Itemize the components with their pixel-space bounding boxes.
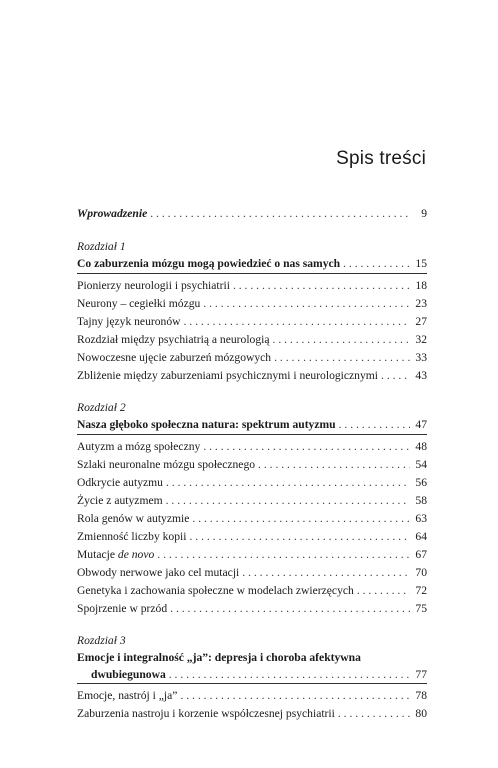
toc-page-number: 33 <box>415 351 427 364</box>
toc-item-text: Szlaki neuronalne mózgu społecznego <box>77 458 256 471</box>
toc-item-text: Tajny język neuronów <box>77 315 181 328</box>
chapter-heading-text-continued: dwubiegunowa <box>91 668 166 681</box>
leader-dots <box>170 600 410 618</box>
toc-item[interactable] <box>77 582 427 600</box>
chapter-items <box>77 438 427 618</box>
toc-page-number: 54 <box>415 458 427 471</box>
toc-item-text: Nowoczesne ujęcie zaburzeń mózgowych <box>77 351 272 364</box>
chapter-items <box>77 687 427 723</box>
leader-dots <box>184 313 411 331</box>
toc-page-number: 77 <box>415 668 427 681</box>
toc-item[interactable] <box>77 510 427 528</box>
leader-dots <box>169 666 410 683</box>
toc-page-number: 58 <box>415 494 427 507</box>
chapter-heading-text: Nasza głęboko społeczna natura: spektrum autyzmu <box>77 418 336 431</box>
toc-item[interactable] <box>77 456 427 474</box>
toc-item-text: Pionierzy neurologii i psychiatrii <box>77 279 230 292</box>
toc-item-text: Zmienność liczby kopii <box>77 530 187 543</box>
toc-item[interactable] <box>77 474 427 492</box>
leader-dots <box>192 510 410 528</box>
toc-item-text: Życie z autyzmem <box>77 494 163 507</box>
toc-page-number: 9 <box>421 207 427 220</box>
toc-item-text: Obwody nerwowe jako cel mutacji <box>77 566 240 579</box>
toc-item[interactable] <box>77 600 427 618</box>
toc-item-text: Odkrycie autyzmu <box>77 476 163 489</box>
leader-dots <box>274 349 410 367</box>
toc-item-text: Rola genów w autyzmie <box>77 512 190 525</box>
toc-page-number: 15 <box>415 257 427 270</box>
toc-item[interactable] <box>77 331 427 349</box>
chapter-heading-text: Co zaburzenia mózgu mogą powiedzieć o nas samych <box>77 257 341 270</box>
leader-dots <box>357 582 410 600</box>
chapter-label: Rozdział 3 <box>77 634 126 647</box>
leader-dots <box>381 367 410 385</box>
toc-entry-intro[interactable] <box>77 205 427 223</box>
toc-item[interactable] <box>77 438 427 456</box>
toc-page-number: 27 <box>415 315 427 328</box>
toc-page-number: 78 <box>415 689 427 702</box>
toc-item-text: Zaburzenia nastroju i korzenie współczesnej psychiatrii <box>77 707 335 720</box>
toc-page-number: 64 <box>415 530 427 543</box>
chapter-heading[interactable] <box>77 416 427 435</box>
leader-dots <box>343 255 410 273</box>
leader-dots <box>166 474 410 492</box>
chapter-items <box>77 277 427 385</box>
chapter-label: Rozdział 2 <box>77 401 126 414</box>
leader-dots <box>180 687 410 705</box>
leader-dots <box>233 277 410 295</box>
toc-item[interactable] <box>77 492 427 510</box>
leader-dots <box>189 528 410 546</box>
toc-page-number: 18 <box>415 279 427 292</box>
toc-item-text: Autyzm a mózg społeczny <box>77 440 201 453</box>
toc-item[interactable] <box>77 349 427 367</box>
toc-item-text: Neurony – cegiełki mózgu <box>77 297 201 310</box>
toc-page-number: 23 <box>415 297 427 310</box>
toc-item[interactable] <box>77 295 427 313</box>
chapter-heading[interactable] <box>77 649 427 684</box>
toc-item-text: Rozdział między psychiatrią a neurologią <box>77 333 270 346</box>
toc-item-text: Spojrzenie w przód <box>77 602 168 615</box>
toc-item[interactable] <box>77 687 427 705</box>
table-of-contents <box>77 205 427 723</box>
page-title: Spis treści <box>336 148 426 169</box>
toc-item[interactable] <box>77 528 427 546</box>
toc-page-number: 75 <box>415 602 427 615</box>
chapter-heading[interactable] <box>77 255 427 274</box>
toc-page-number: 67 <box>415 548 427 561</box>
leader-dots <box>242 564 410 582</box>
leader-dots <box>203 295 410 313</box>
toc-item[interactable] <box>77 313 427 331</box>
leader-dots <box>339 416 410 434</box>
toc-item-text: Emocje, nastrój i „ja” <box>77 689 178 702</box>
toc-page-number: 63 <box>415 512 427 525</box>
toc-page-number: 80 <box>415 707 427 720</box>
leader-dots <box>273 331 410 349</box>
toc-page-number: 47 <box>415 418 427 431</box>
leader-dots <box>166 492 410 510</box>
toc-item[interactable] <box>77 705 427 723</box>
toc-page-number: 72 <box>415 584 427 597</box>
toc-item[interactable] <box>77 367 427 385</box>
leader-dots <box>203 438 410 456</box>
toc-entry-label: Wprowadzenie <box>77 207 148 220</box>
toc-item-text: Zbliżenie między zaburzeniami psychicznymi i neurologicznymi <box>77 369 379 382</box>
toc-item-text: Genetyka i zachowania społeczne w modelach zwierzęcych <box>77 584 354 597</box>
toc-item[interactable] <box>77 277 427 295</box>
toc-page-number: 32 <box>415 333 427 346</box>
toc-item[interactable] <box>77 546 427 564</box>
chapter-label: Rozdział 1 <box>77 240 126 253</box>
toc-item[interactable] <box>77 564 427 582</box>
leader-dots <box>338 705 410 723</box>
chapter-heading-text: Emocje i integralność „ja”: depresja i choroba afektywna <box>77 651 361 664</box>
toc-page-number: 56 <box>415 476 427 489</box>
toc-page-number: 48 <box>415 440 427 453</box>
toc-page-number: 70 <box>415 566 427 579</box>
toc-page-number: 43 <box>415 369 427 382</box>
leader-dots <box>150 205 410 223</box>
leader-dots <box>157 546 410 564</box>
toc-item-italic: de novo <box>117 548 155 561</box>
leader-dots <box>258 456 410 474</box>
toc-item-text: Mutacje de novo <box>77 548 155 561</box>
